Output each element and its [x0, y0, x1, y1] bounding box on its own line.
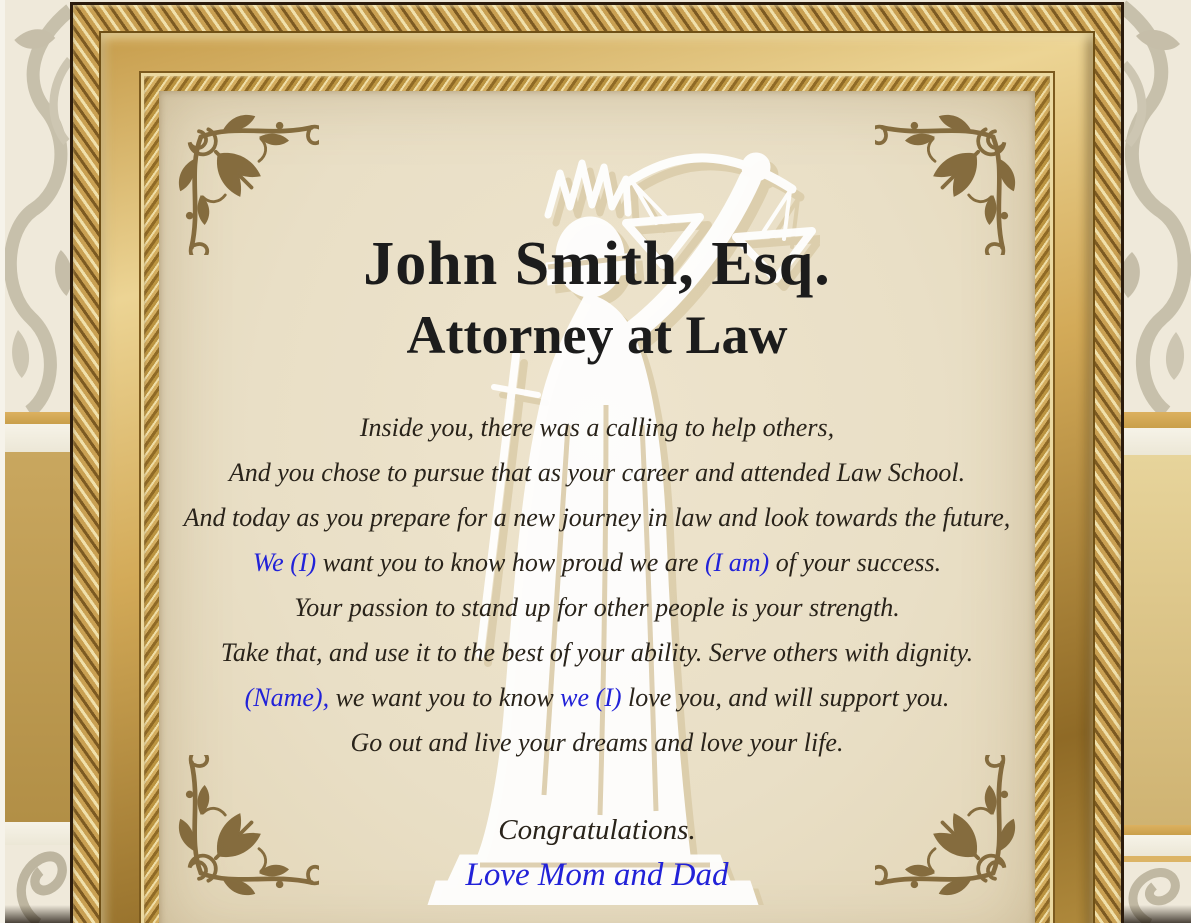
certificate-paper [159, 91, 1035, 923]
wall-right [1120, 0, 1191, 923]
poem-line [159, 630, 1035, 675]
poem-accent: We (I) [252, 548, 317, 577]
baseboard-cream-band [1120, 835, 1191, 862]
poem-text: Your passion to stand up for other people is your strength. [294, 593, 900, 622]
poem-text: Inside you, there was a calling to help others, [359, 413, 835, 442]
chair-rail-cream-band [5, 424, 72, 452]
poem-text: love you, and will support you. [621, 683, 950, 712]
floor-shadow [1120, 905, 1191, 923]
poem-line [159, 720, 1035, 765]
wallpaper-pattern [1120, 0, 1191, 412]
poem-line [159, 450, 1035, 495]
poem-accent: (Name), [244, 683, 330, 712]
poem-line [159, 585, 1035, 630]
chair-rail-gold-stripe [5, 412, 72, 424]
poem-line [159, 675, 1035, 720]
chair-rail-gold-stripe [1120, 412, 1191, 428]
wall-left [0, 0, 72, 923]
poem [159, 405, 1035, 765]
recipient-name-title: John Smith, Esq. [363, 230, 831, 298]
poem-text: Go out and live your dreams and love your life. [350, 728, 844, 757]
baseboard-cream-band [5, 822, 72, 845]
poem-text: And today as you prepare for a new journey in law and look towards the future, [183, 503, 1011, 532]
poem-line [159, 540, 1035, 585]
poem-text: of your success. [769, 548, 942, 577]
damask-swirl-icon [5, 0, 72, 412]
poem-text: want you to know how proud we are [316, 548, 705, 577]
closing-line: Congratulations. [498, 814, 696, 846]
floor-shadow [5, 905, 72, 923]
poem-text: we want you to know [329, 683, 561, 712]
poem-text: Take that, and use it to the best of your ability. Serve others with dignity. [220, 638, 974, 667]
poem-accent: we (I) [560, 683, 622, 712]
poem-line [159, 405, 1035, 450]
chair-rail-cream-band [1120, 428, 1191, 455]
recipient-profession-subtitle: Attorney at Law [406, 305, 788, 365]
poem-accent: (I am) [704, 548, 770, 577]
gold-picture-frame [70, 2, 1124, 923]
certificate-content [159, 91, 1035, 923]
baseboard-gold-stripe [1120, 825, 1191, 835]
signature-line: Love Mom and Dad [465, 857, 729, 893]
wainscot-gold-band [5, 452, 72, 822]
poem-line [159, 495, 1035, 540]
wainscot-gold-band [1120, 455, 1191, 825]
damask-swirl-icon [1120, 0, 1191, 412]
wallpaper-pattern [5, 0, 72, 412]
poem-text: And you chose to pursue that as your career and attended Law School. [228, 458, 966, 487]
